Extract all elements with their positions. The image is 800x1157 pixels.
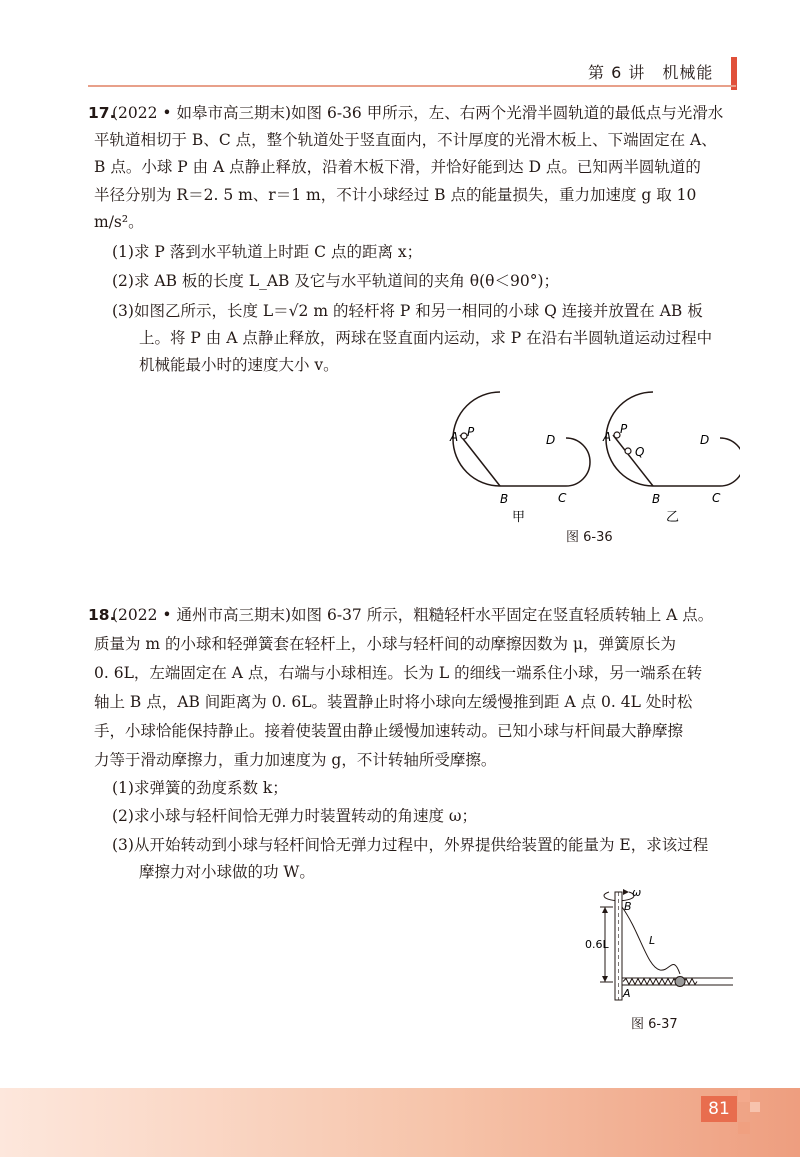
q18-line-4: 轴上 B 点，AB 间距离为 0. 6L。装置静止时将小球向左缓慢推到距 A 点 0. 4L 处时松 [94, 693, 693, 711]
figure-6-37-caption: 图 6-37 [631, 1017, 678, 1032]
label-b-yi: B [652, 492, 661, 506]
label-b: B [624, 900, 632, 913]
page-number: 81 [701, 1096, 737, 1122]
q18-sub2: (2)求小球与轻杆间恰无弹力时装置转动的角速度 ω； [112, 807, 478, 825]
q17-sub1: (1)求 P 落到水平轨道上时距 C 点的距离 x； [112, 243, 423, 261]
q18-line-5: 手，小球恰能保持静止。接着使装置由静止缓慢加速转动。已知小球与杆间最大静摩擦 [94, 722, 684, 740]
q17-line-3: B 点。小球 P 由 A 点静止释放，沿着木板下滑，并恰好能到达 D 点。已知两半圆轨道的 [94, 158, 701, 176]
label-p-jia: P [467, 425, 475, 439]
board-ab-yi [613, 435, 653, 486]
q17-line-4: 半径分别为 R＝2. 5 m、r＝1 m，不计小球经过 B 点的能量损失，重力加速度 g 取 10 [94, 186, 697, 204]
q18-line-6: 力等于滑动摩擦力，重力加速度为 g，不计转轴所受摩擦。 [94, 751, 497, 769]
q18-line-2: 质量为 m 的小球和轻弹簧套在轻杆上，小球与轻杆间的动摩擦因数为 μ，弹簧原长为 [94, 635, 677, 653]
label-p-yi: P [620, 422, 628, 436]
q18-line-1: (2022 • 通州市高三期末)如图 6-37 所示，粗糙轻杆水平固定在竖直轻质转轴上 A 点。 [112, 606, 714, 624]
q17-number: 17. [88, 104, 116, 122]
footer-square [738, 1122, 750, 1134]
spring-coil [623, 979, 697, 985]
chapter-header: 第 6 讲 机械能 [588, 63, 714, 82]
sublabel-jia: 甲 [512, 510, 526, 525]
label-d-yi: D [700, 433, 710, 447]
label-a: A [623, 987, 631, 1000]
q18-sub3-line-2: 摩擦力对小球做的功 W。 [139, 863, 315, 881]
right-semicircle-track-jia [566, 438, 590, 486]
board-ab-jia [460, 435, 500, 486]
label-q-yi: Q [635, 445, 645, 459]
label-a-jia: A [450, 430, 459, 444]
label-d-jia: D [546, 433, 556, 447]
q17-line-2: 平轨道相切于 B、C 点，整个轨道处于竖直面内，不计厚度的光滑木板上、下端固定在 A、 [94, 131, 717, 149]
q18-number: 18. [88, 606, 116, 624]
label-a-yi: A [603, 430, 612, 444]
footer-square [750, 1102, 760, 1112]
label-c-jia: C [558, 491, 567, 505]
ball-q-yi [625, 448, 631, 454]
label-0-6l: 0.6L [585, 938, 609, 951]
label-omega: ω [632, 886, 642, 899]
q17-line-1: (2022 • 如皋市高三期末)如图 6-36 甲所示，左、右两个光滑半圆轨道的最低点与光滑水 [112, 104, 724, 122]
figure-6-36-caption: 图 6-36 [566, 530, 613, 545]
q17-sub3-line-1: (3)如图乙所示，长度 L＝√2 m 的轻杆将 P 和另一相同的小球 Q 连接并放置在 AB 板 [112, 302, 703, 320]
footer-band [0, 1088, 800, 1157]
label-l: L [649, 934, 656, 947]
figure-6-36 [440, 378, 740, 528]
figure-6-37 [585, 882, 745, 1007]
left-semicircle-track-jia [453, 392, 500, 486]
footer-square [738, 1090, 750, 1102]
header-rule [88, 85, 736, 87]
q17-sub2: (2)求 AB 板的长度 L_AB 及它与水平轨道间的夹角 θ(θ＜90°)； [112, 272, 560, 290]
right-semicircle-track-yi [720, 438, 740, 486]
q17-sub3-line-3: 机械能最小时的速度大小 v。 [139, 356, 339, 374]
left-semicircle-track-yi [606, 392, 653, 486]
q17-line-5: m/s²。 [94, 213, 144, 231]
label-c-yi: C [712, 491, 721, 505]
q18-line-3: 0. 6L，左端固定在 A 点，右端与小球相连。长为 L 的细线一端系住小球，另一端系在转 [94, 664, 703, 682]
q18-sub3-line-1: (3)从开始转动到小球与轻杆间恰无弹力过程中，外界提供给装置的能量为 E，求该过程 [112, 836, 709, 854]
sublabel-yi: 乙 [666, 510, 680, 525]
label-b-jia: B [500, 492, 509, 506]
small-ball [675, 977, 685, 987]
q17-sub3-line-2: 上。将 P 由 A 点静止释放，两球在竖直面内运动，求 P 在沿右半圆轨道运动过程中 [139, 329, 713, 347]
q18-sub1: (1)求弹簧的劲度系数 k； [112, 779, 288, 797]
